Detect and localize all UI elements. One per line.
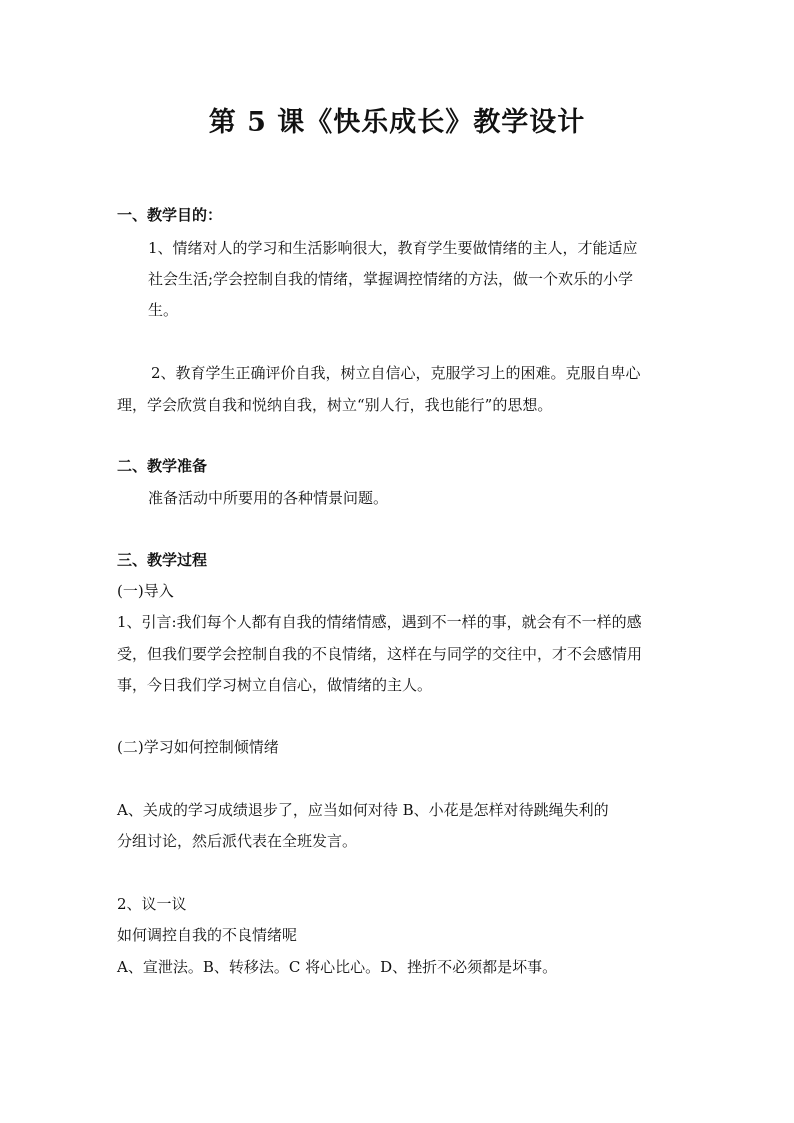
process-intro-label: (一)导入 [117, 582, 174, 600]
process-intro-line-2: 受，但我们要学会控制自我的不良情绪，这样在与同学的交往中，才不会感情用 [117, 645, 643, 663]
process-discuss-question: 如何调控自我的不良情绪呢 [117, 926, 298, 944]
objective-1-line-2: 社会生活;学会控制自我的情绪，掌握调控情绪的方法，做一个欢乐的小学 [148, 270, 634, 288]
preparation-text: 准备活动中所要用的各种情景问题。 [148, 489, 389, 507]
process-part2-label: (二)学习如何控制倾情绪 [117, 738, 279, 756]
process-intro-line-3: 事，今日我们学习树立自信心，做情绪的主人。 [117, 676, 433, 694]
section-heading-objectives: 一、教学目的： [117, 206, 223, 224]
section-heading-process: 三、教学过程 [117, 551, 208, 569]
document-title: 第 5 课《快乐成长》教学设计 [208, 107, 586, 138]
process-discuss-label: 2、议一议 [117, 895, 187, 913]
objective-2-line-1: 2、教育学生正确评价自我，树立自信心，克服学习上的困难。克服自卑心 [151, 364, 641, 382]
objective-1-line-3: 生。 [148, 301, 179, 319]
objective-2-line-2: 理，学会欣赏自我和悦纳自我，树立“别人行，我也能行”的思想。 [117, 396, 553, 414]
process-part2-line-1: A、关成的学习成绩退步了，应当如何对待 B、小花是怎样对待跳绳失利的 [117, 801, 609, 819]
section-heading-preparation: 二、教学准备 [117, 457, 208, 475]
objective-1-line-1: 1、情绪对人的学习和生活影响很大，教育学生要做情绪的主人，才能适应 [148, 239, 638, 257]
process-part2-line-2: 分组讨论，然后派代表在全班发言。 [117, 832, 358, 850]
process-discuss-answers: A、宣泄法。B、转移法。C 将心比心。D、挫折不必须都是坏事。 [117, 958, 558, 976]
process-intro-line-1: 1、引言:我们每个人都有自我的情绪情感，遇到不一样的事，就会有不一样的感 [117, 613, 642, 631]
